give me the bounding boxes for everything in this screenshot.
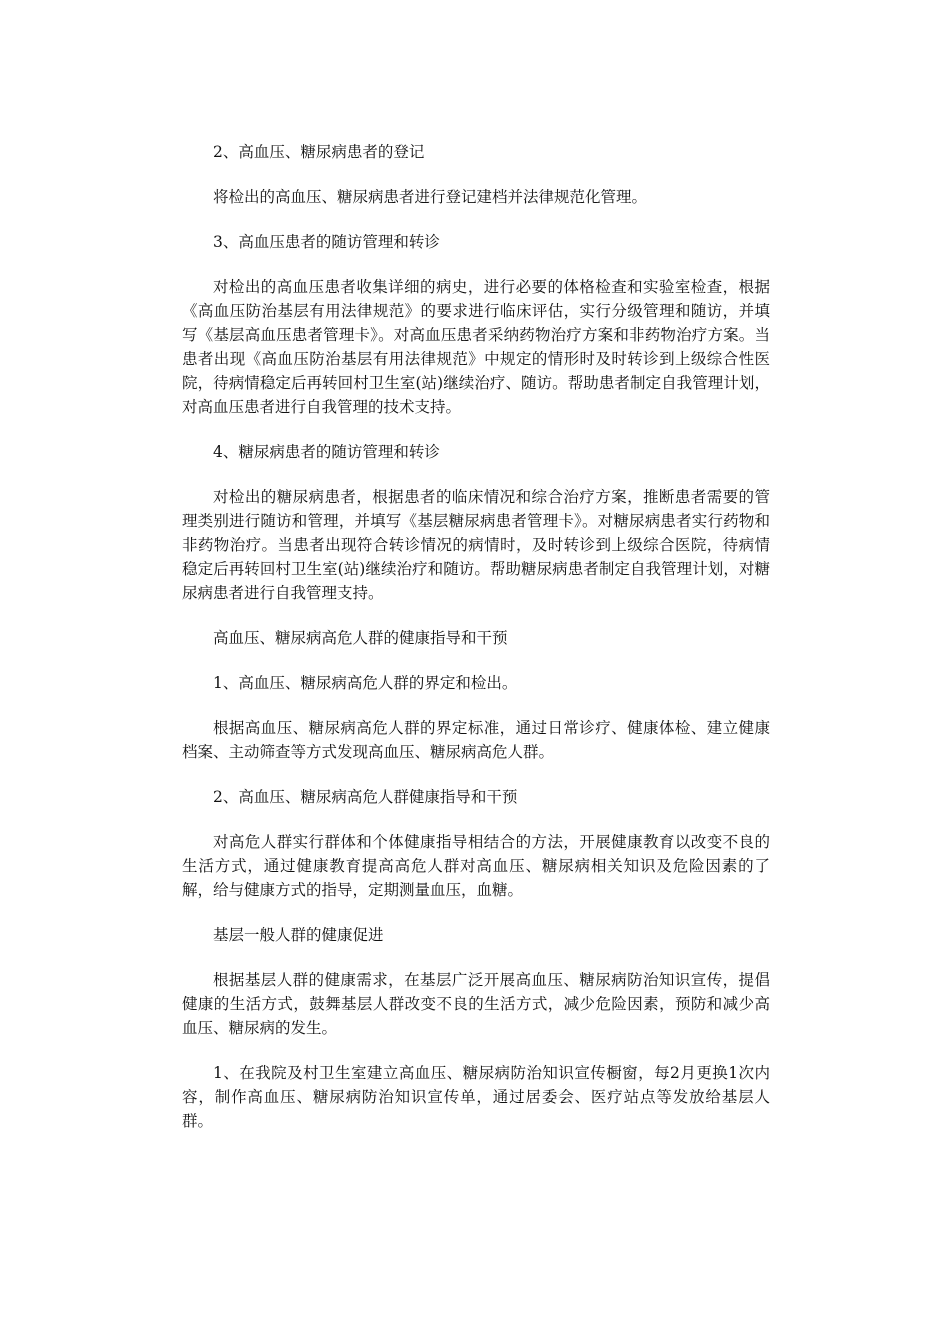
section-heading: 2、高血压、糖尿病高危人群健康指导和干预 — [213, 788, 518, 806]
body-paragraph: 对检出的高血压患者收集详细的病史，进行必要的体格检查和实验室检查，根据《高血压防治基层有用法律规范》的要求进行临床评估，实行分级管理和随访，并填写《基层高血压患者管理卡》。对高血压患者采纳药物治疗方案和非药物治疗方案。当患者出现《高血压防治基层有用法律规范》中规定的情形时及时转诊到上级综合性医院，待病情稳定后再转回村卫生室(站)继续治疗、随访。帮助患者制定自我管理计划，对高血压患者进行自我管理的技术支持。 — [182, 278, 770, 416]
document-page — [182, 140, 770, 1154]
section-heading: 2、高血压、糖尿病患者的登记 — [213, 143, 425, 161]
section-heading: 高血压、糖尿病高危人群的健康指导和干预 — [213, 629, 508, 647]
body-paragraph: 1、在我院及村卫生室建立高血压、糖尿病防治知识宣传橱窗，每2月更换1次内容，制作高血压、糖尿病防治知识宣传单，通过居委会、医疗站点等发放给基层人群。 — [182, 1064, 770, 1130]
body-paragraph: 将检出的高血压、糖尿病患者进行登记建档并法律规范化管理。 — [213, 188, 648, 206]
body-paragraph: 对高危人群实行群体和个体健康指导相结合的方法，开展健康教育以改变不良的生活方式，通过健康教育提高高危人群对高血压、糖尿病相关知识及危险因素的了解，给与健康方式的指导，定期测量血压，血糖。 — [182, 833, 770, 899]
body-paragraph: 根据基层人群的健康需求，在基层广泛开展高血压、糖尿病防治知识宣传，提倡健康的生活方式，鼓舞基层人群改变不良的生活方式，减少危险因素，预防和减少高血压、糖尿病的发生。 — [182, 971, 770, 1037]
body-paragraph: 对检出的糖尿病患者，根据患者的临床情况和综合治疗方案，推断患者需要的管理类别进行随访和管理，并填写《基层糖尿病患者管理卡》。对糖尿病患者实行药物和非药物治疗。当患者出现符合转诊情况的病情时，及时转诊到上级综合医院，待病情稳定后再转回村卫生室(站)继续治疗和随访。帮助糖尿病患者制定自我管理计划，对糖尿病患者进行自我管理支持。 — [182, 488, 770, 602]
section-heading: 4、糖尿病患者的随访管理和转诊 — [213, 443, 440, 461]
section-heading: 基层一般人群的健康促进 — [213, 926, 384, 944]
section-heading: 1、高血压、糖尿病高危人群的界定和检出。 — [213, 674, 518, 692]
section-heading: 3、高血压患者的随访管理和转诊 — [213, 233, 440, 251]
body-paragraph: 根据高血压、糖尿病高危人群的界定标准，通过日常诊疗、健康体检、建立健康档案、主动筛查等方式发现高血压、糖尿病高危人群。 — [182, 719, 770, 761]
